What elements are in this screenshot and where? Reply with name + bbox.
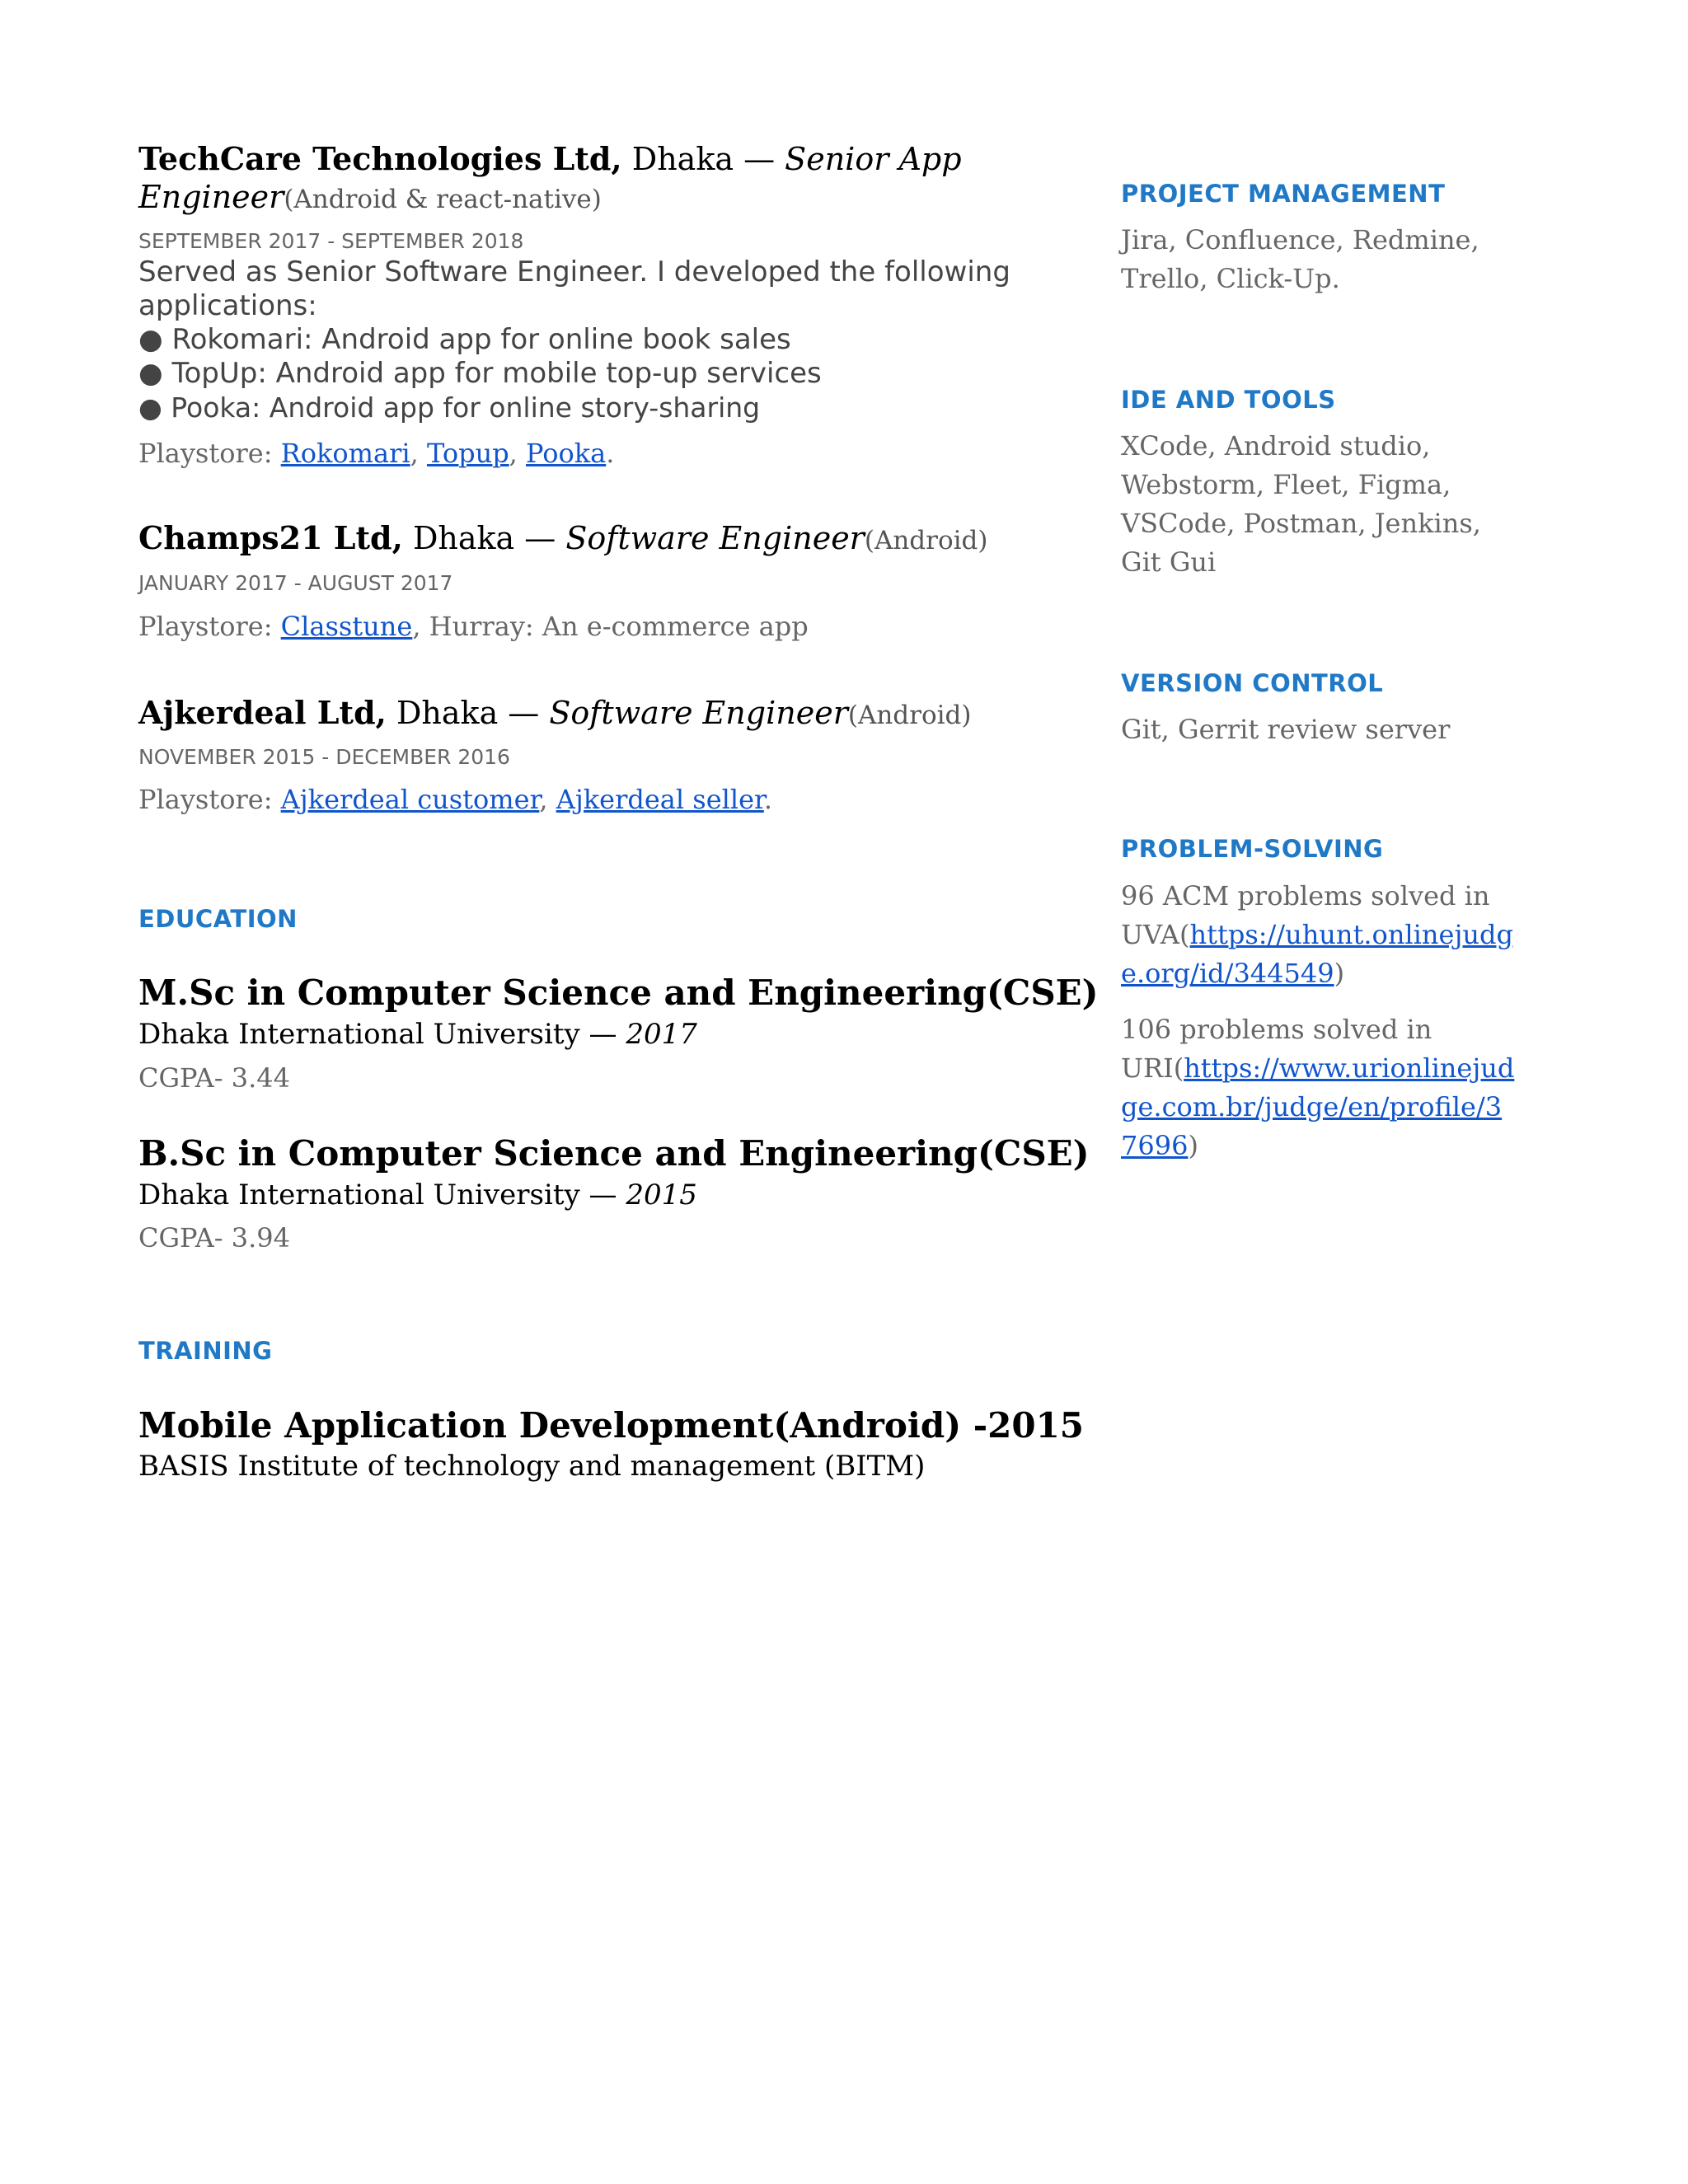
job-role: Software Engineer (565, 520, 865, 556)
degree-title: M.Sc in Computer Science and Engineering(CSE) (138, 972, 1099, 1013)
uri-link[interactable]: https://www.urionlinejudge.com.br/judge/en/profile/37696 (1121, 1052, 1515, 1161)
training-institution: BASIS Institute of technology and management (BITM) (138, 1450, 926, 1483)
job-bullet: ● Pooka: Android app for online story-sharing (138, 391, 761, 424)
job-bullet: ● Rokomari: Android app for online book sales (138, 323, 791, 356)
job-role: Engineer (138, 179, 284, 215)
job-role: Senior App (785, 141, 962, 177)
job-bullet: ● TopUp: Android app for mobile top-up services (138, 357, 822, 390)
company-name: TechCare Technologies Ltd, (138, 140, 622, 177)
link-classtune[interactable]: Classtune (280, 611, 413, 642)
job-note: (Android) (864, 526, 988, 555)
uri-suffix: ) (1188, 1130, 1198, 1161)
job-title-techcare-line2 (138, 178, 602, 218)
link-topup[interactable]: Topup (426, 438, 509, 469)
link-separator: , (410, 438, 427, 469)
uva-link[interactable]: https://uhunt.onlinejudge.org/id/344549 (1121, 919, 1513, 989)
job-location: Dhaka — (386, 695, 550, 731)
job-note: (Android) (847, 701, 972, 730)
problem-solving-heading: PROBLEM-SOLVING (1121, 835, 1384, 863)
training-heading: TRAINING (138, 1337, 273, 1365)
company-name: Champs21 Ltd, (138, 519, 403, 556)
degree-year: 2015 (626, 1179, 697, 1212)
training-title: Mobile Application Development(Android) -2015 (138, 1405, 1085, 1446)
degree-cgpa: CGPA- 3.44 (138, 1062, 290, 1094)
uri-prefix: 106 problems solved in URI( (1121, 1014, 1432, 1084)
playstore-label: Playstore: (138, 438, 281, 469)
link-rokomari[interactable]: Rokomari (280, 438, 410, 469)
degree-institution (138, 1179, 697, 1212)
job-dates: JANUARY 2017 - AUGUST 2017 (138, 571, 453, 595)
link-ajkerdeal-seller[interactable]: Ajkerdeal seller (556, 784, 764, 815)
link-pooka[interactable]: Pooka (526, 438, 607, 469)
uva-suffix: ) (1334, 958, 1345, 989)
link-ajkerdeal-customer[interactable]: Ajkerdeal customer (280, 784, 540, 815)
education-heading: EDUCATION (138, 905, 298, 933)
link-separator: , (509, 438, 527, 469)
playstore-links (138, 611, 809, 642)
version-control-text: Git, Gerrit review server (1121, 714, 1451, 745)
ide-tools-text: XCode, Android studio, Webstorm, Fleet, Figma, VSCode, Postman, Jenkins, Git Gui (1121, 430, 1481, 578)
version-control-heading: VERSION CONTROL (1121, 669, 1384, 697)
end-period: . (763, 784, 772, 815)
uva-text (1121, 877, 1517, 993)
project-management-heading: PROJECT MANAGEMENT (1121, 180, 1446, 208)
job-title-ajkerdeal (138, 694, 972, 734)
link-separator: , (539, 784, 556, 815)
project-management-text: Jira, Confluence, Redmine, Trello, Click-Up. (1121, 224, 1479, 294)
job-description-line2: applications: (138, 289, 317, 322)
job-location: Dhaka — (402, 520, 566, 556)
degree-title: B.Sc in Computer Science and Engineering(CSE) (138, 1133, 1090, 1174)
job-dates: NOVEMBER 2015 - DECEMBER 2016 (138, 745, 510, 769)
degree-institution (138, 1018, 697, 1051)
institution-name: Dhaka International University — (138, 1179, 626, 1212)
uva-prefix: 96 ACM problems solved in UVA( (1121, 880, 1490, 950)
playstore-label: Playstore: (138, 611, 281, 642)
job-location: Dhaka — (621, 141, 785, 177)
job-dates: SEPTEMBER 2017 - SEPTEMBER 2018 (138, 229, 524, 253)
end-period: . (606, 438, 615, 469)
job-description: Served as Senior Software Engineer. I developed the following (138, 255, 1010, 288)
uri-text (1121, 1010, 1517, 1165)
playstore-label: Playstore: (138, 784, 281, 815)
job-title-champs21 (138, 519, 987, 560)
institution-name: Dhaka International University — (138, 1018, 626, 1051)
job-role: Software Engineer (549, 695, 848, 731)
ide-tools-heading: IDE AND TOOLS (1121, 386, 1336, 414)
company-name: Ajkerdeal Ltd, (138, 694, 387, 731)
playstore-rest: , Hurray: An e-commerce app (412, 611, 809, 642)
degree-cgpa: CGPA- 3.94 (138, 1222, 290, 1254)
playstore-links (138, 784, 772, 815)
job-note: (Android & react-native) (284, 185, 602, 214)
degree-year: 2017 (626, 1018, 697, 1051)
job-title-techcare (138, 140, 962, 178)
playstore-links (138, 438, 614, 469)
